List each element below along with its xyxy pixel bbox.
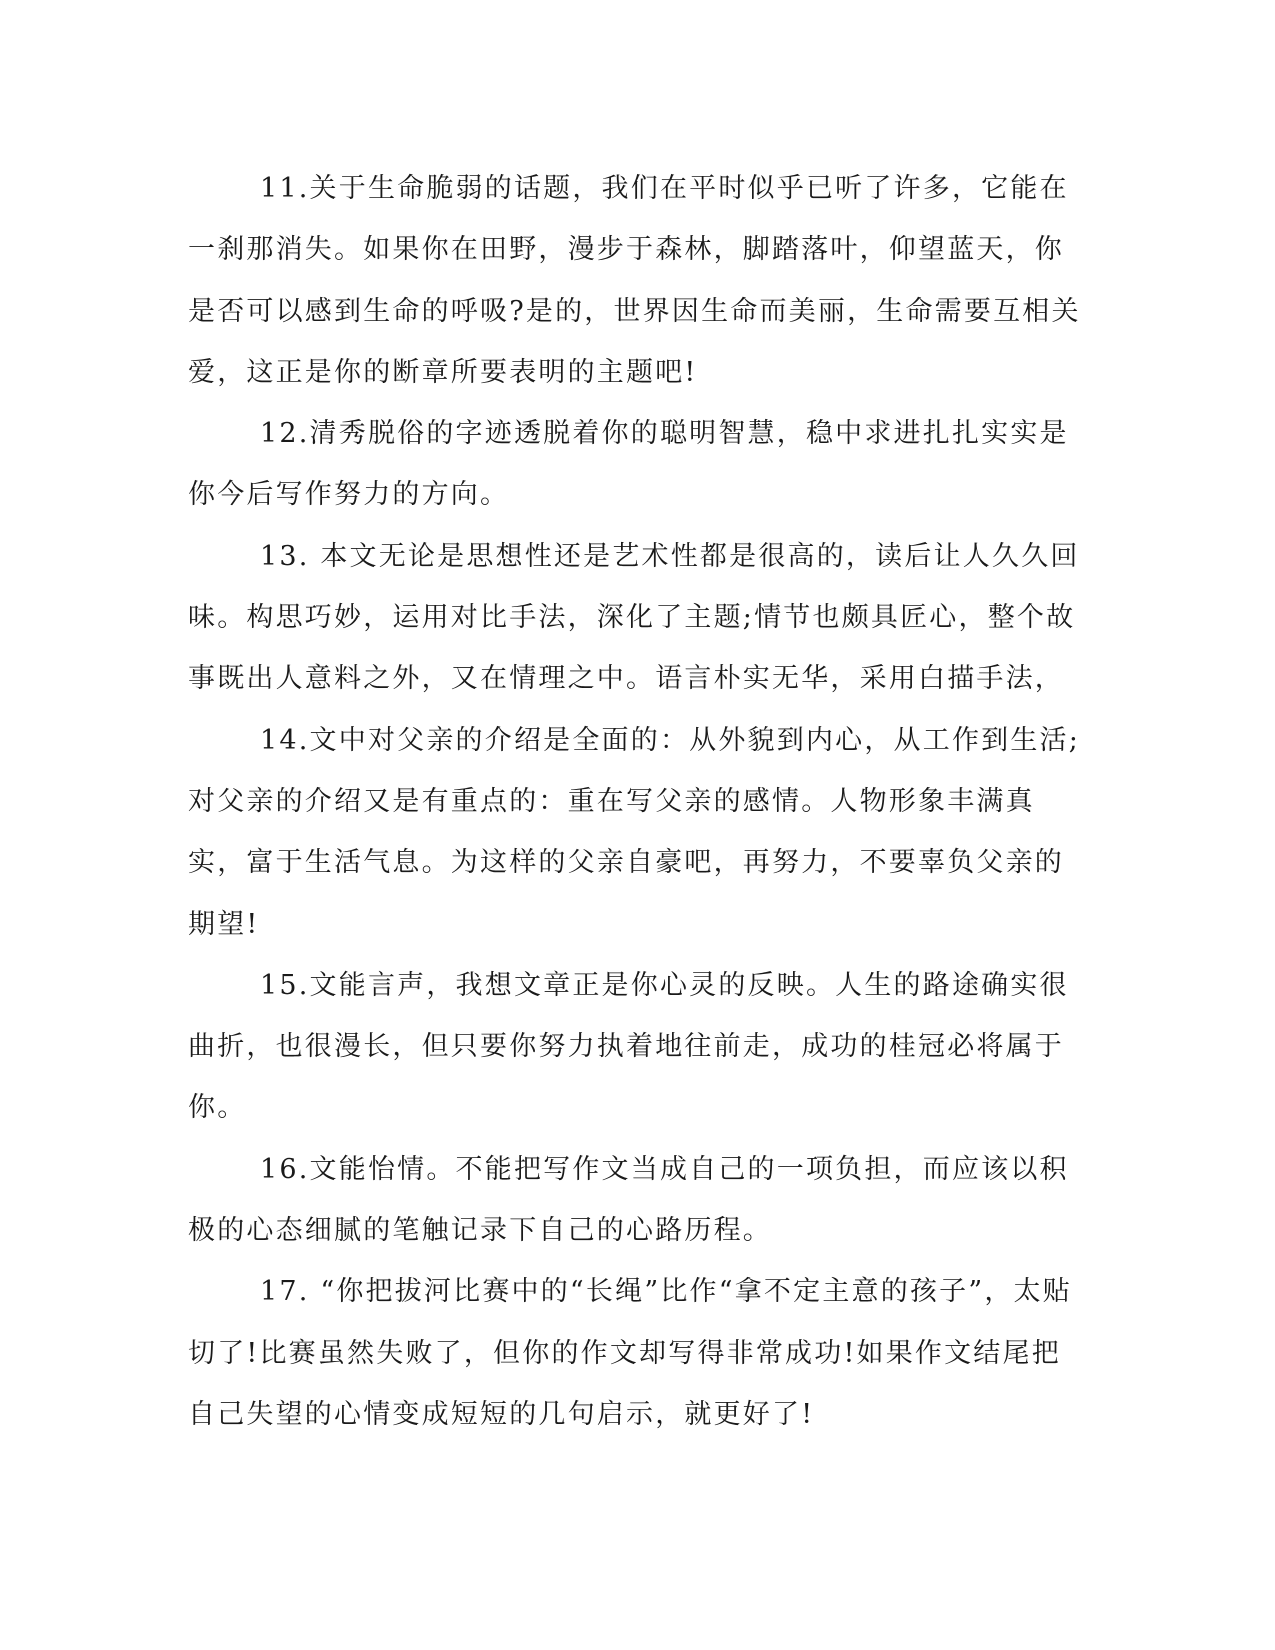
document-body xyxy=(188,158,1088,1445)
comment-paragraph-16: 16.文能怡情。不能把写作文当成自己的一项负担，而应该以积极的心态细腻的笔触记录下自己的心路历程。 xyxy=(188,1153,1069,1247)
comment-paragraph-11: 11.关于生命脆弱的话题，我们在平时似乎已听了许多，它能在一刹那消失。如果你在田野，漫步于森林，脚踏落叶，仰望蓝天，你是否可以感到生命的呼吸?是的，世界因生命而美丽，生命需要互相关爱，这正是你的断章所要表明的主题吧! xyxy=(188,173,1081,388)
comment-paragraph-15: 15.文能言声，我想文章正是你心灵的反映。人生的路途确实很曲折，也很漫长，但只要你努力执着地往前走，成功的桂冠必将属于你。 xyxy=(188,969,1069,1124)
comment-paragraph-12: 12.清秀脱俗的字迹透脱着你的聪明智慧，稳中求进扎扎实实是你今后写作努力的方向。 xyxy=(188,418,1069,511)
comment-paragraph-14: 14.文中对父亲的介绍是全面的：从外貌到内心，从工作到生活;对父亲的介绍又是有重点的：重在写父亲的感情。人物形象丰满真实，富于生活气息。为这样的父亲自豪吧，再努力，不要辜负父亲的期望! xyxy=(188,724,1081,940)
comment-paragraph-17: 17. “你把拔河比赛中的“长绳”比作“拿不定主意的孩子”，太贴切了!比赛虽然失败了，但你的作文却写得非常成功!如果作文结尾把自己失望的心情变成短短的几句启示，就更好了! xyxy=(188,1276,1072,1430)
comment-paragraph-13: 13. 本文无论是思想性还是艺术性都是很高的，读后让人久久回味。构思巧妙，运用对比手法，深化了主题;情节也颇具匠心，整个故事既出人意料之外，又在情理之中。语言朴实无华，采用白描手法， xyxy=(188,540,1080,695)
